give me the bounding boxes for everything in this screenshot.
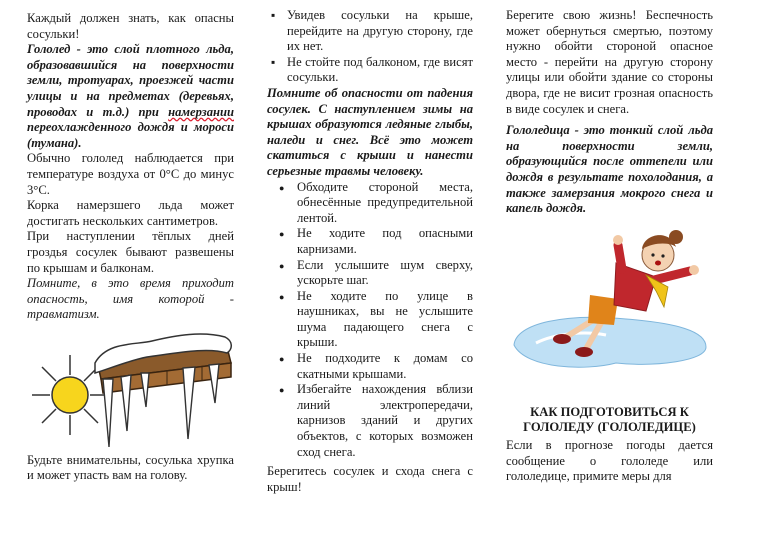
list-item: ● Избегайте нахождения вблизи линий электропередачи, карнизов зданий и других объектов, с которых возможен сход снега. <box>267 382 473 460</box>
column-left <box>27 8 234 484</box>
ice-puddle-icon <box>514 317 706 367</box>
roof-icon <box>95 334 231 393</box>
intro-text: Каждый должен знать, как опасны сосульки! <box>27 11 234 41</box>
safety-rules-list <box>267 180 473 461</box>
column-middle <box>267 8 473 495</box>
list-item: ● Если услышите шум сверху, ускорьте шаг. <box>267 258 473 289</box>
closing-text: Берегитесь сосулек и схода снега с крыш! <box>267 464 473 494</box>
sun-icon <box>32 355 105 435</box>
list-item: ● Не ходите под опасными карнизами. <box>267 226 473 257</box>
list-item: ▪ Увидев сосульки на крыше, перейдите на другую сторону, где их нет. <box>267 8 473 55</box>
warm-days-text: При наступлении тёплых дней гроздья сосулек бывают развешены по крышам и балконам. <box>27 229 234 275</box>
roof-icicles-illustration <box>27 323 234 453</box>
careful-text: Будьте внимательны, сосулька хрупка и может упасть вам на голову. <box>27 452 234 483</box>
ice-definition-keyword: намерзании <box>168 104 234 119</box>
injury-warning: Помните, в это время приходит опасность, имя которой - травматизм. <box>27 276 234 322</box>
ice-definition-text: Гололед - это слой плотного льда, образовавшийся на поверхности земли, тротуарах, проезжей части улицы и на предметах (деревьях, проводах и т.д.) при <box>27 42 234 119</box>
section-heading: КАК ПОДГОТОВИТЬСЯ К ГОЛОЛЕДУ (ГОЛОЛЕДИЦЕ) <box>523 404 696 435</box>
save-life-text: Берегите свою жизнь! Беспечность может обернуться смертью, поэтому нужно обойти стороной опасное место - перейти на другую сторону улицы или обойти здание со стороны двора, где не висит грозная опасность в виде сосулек и снега. <box>506 8 713 116</box>
temperature-text: Обычно гололед наблюдается при температуре воздуха от 0°С до минус 3°С. <box>27 151 234 197</box>
ice-definition <box>27 42 234 151</box>
icicle-tips-list <box>267 8 473 86</box>
forecast-text: Если в прогнозе погоды дается сообщение о гололеде или гололедице, примите меры для <box>506 437 713 484</box>
list-item: ▪ Не стойте под балконом, где висят сосульки. <box>267 55 473 86</box>
ice-definition-end: переохлажденного дождя и мороси (тумана). <box>27 120 234 150</box>
crust-text: Корка намерзшего льда может достигать нескольких сантиметров. <box>27 198 234 228</box>
glaze-definition: Гололедица - это тонкий слой льда на поверхности земли, образующийся после оттепели или дождя в результате похолодания, а также замерзания мокрого снега и капель дождя. <box>506 123 713 216</box>
slipping-girl-illustration <box>506 225 713 395</box>
list-item: ● Не подходите к домам со скатными крышами. <box>267 351 473 382</box>
icicle-danger-warning: Помните об опасности от падения сосулек. С наступлением зимы на крышах образуются ледяные глыбы, наледи и снег. Всё это может скатиться с крыши и нанести серьезные травмы человеку. <box>267 85 473 178</box>
list-item: ● Не ходите по улице в наушниках, вы не услышите шума падающего снега с крыши. <box>267 289 473 351</box>
list-item: ● Обходите стороной места, обнесённые предупредительной лентой. <box>267 180 473 227</box>
column-right <box>506 8 713 485</box>
